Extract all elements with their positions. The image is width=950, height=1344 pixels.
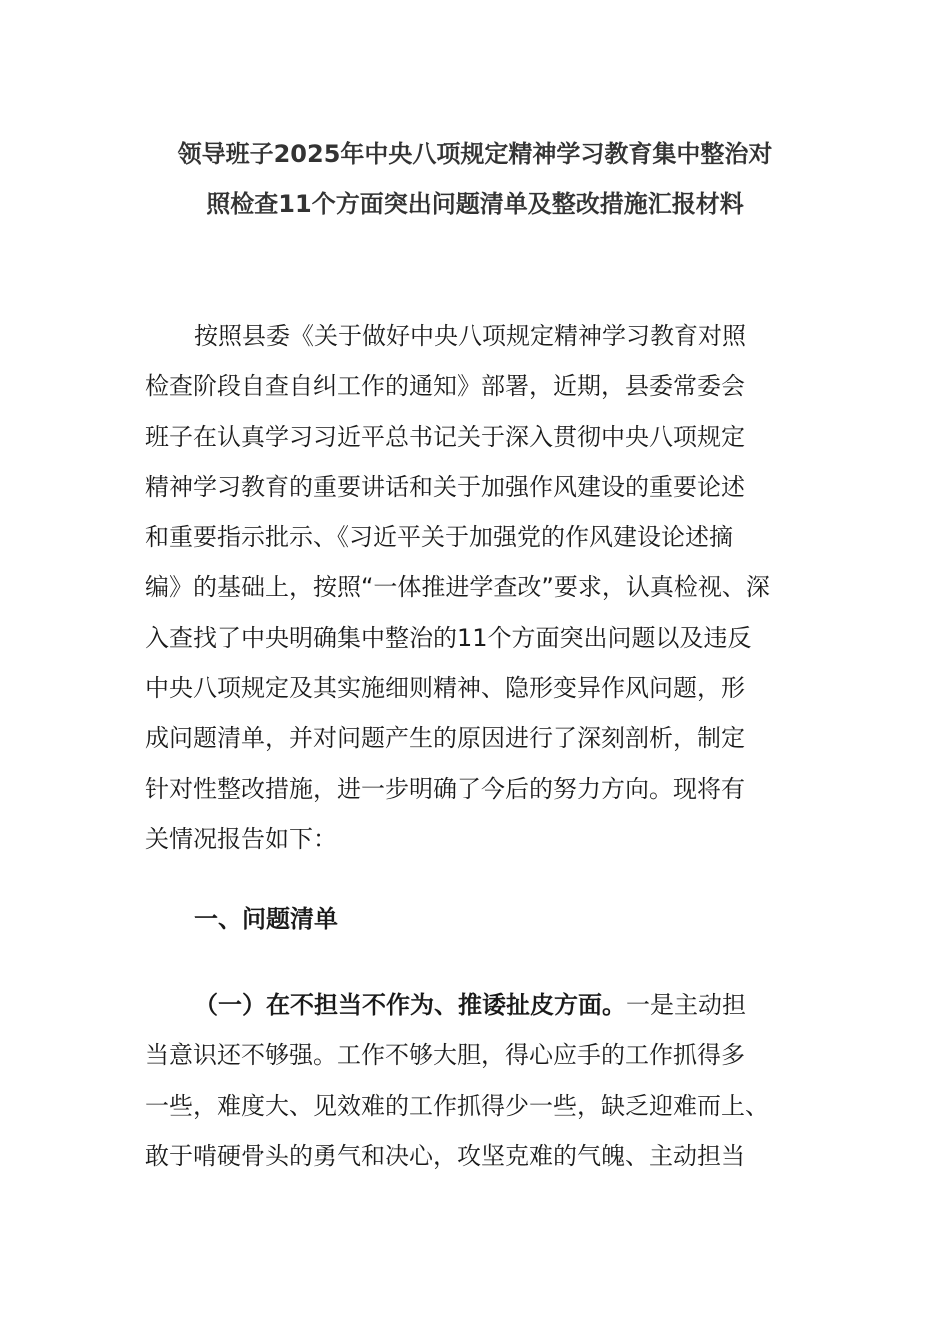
- intro-line-2: 检查阶段自查自纠工作的通知》部署，近期，县委常委会: [145, 372, 745, 401]
- title-line-1: 领导班子2025年中央八项规定精神学习教育集中整治对: [177, 140, 773, 168]
- intro-line-4: 精神学习教育的重要讲话和关于加强作风建设的重要论述: [145, 472, 745, 501]
- intro-line-11: 关情况报告如下：: [145, 824, 337, 853]
- intro-line-5: 和重要指示批示、《习近平关于加强党的作风建设论述摘: [145, 523, 733, 552]
- intro-paragraph: [145, 311, 805, 864]
- item-1-first-rest: 一是主动担: [626, 991, 746, 1019]
- item-1-line-4: 敢于啃硬骨头的勇气和决心，攻坚克难的气魄、主动担当: [145, 1141, 745, 1170]
- intro-line-1: 按照县委《关于做好中央八项规定精神学习教育对照: [194, 322, 746, 350]
- intro-line-9: 成问题清单，并对问题产生的原因进行了深刻剖析，制定: [145, 724, 745, 753]
- intro-line-10: 针对性整改措施，进一步明确了今后的努力方向。现将有: [145, 774, 745, 803]
- item-1-line-1: [145, 980, 805, 1030]
- title-line-2: 照检查11个方面突出问题清单及整改措施汇报材料: [206, 190, 744, 218]
- intro-line-8: 中央八项规定及其实施细则精神、隐形变异作风问题，形: [145, 674, 745, 703]
- section-heading: 一、问题清单: [194, 905, 338, 933]
- intro-line-3: 班子在认真学习习近平总书记关于深入贯彻中央八项规定: [145, 422, 745, 451]
- intro-line-6: 编》的基础上，按照“一体推进学查改”要求，认真检视、深: [145, 573, 770, 602]
- item-1-line-3: 一些，难度大、见效难的工作抓得少一些，缺乏迎难而上、: [145, 1091, 769, 1120]
- document-title: [130, 129, 820, 229]
- item-1-lead: （一）在不担当不作为、推诿扯皮方面。: [194, 991, 626, 1019]
- intro-line-7: 入查找了中央明确集中整治的11个方面突出问题以及违反: [145, 623, 752, 652]
- item-1-line-2: 当意识还不够强。工作不够大胆，得心应手的工作抓得多: [145, 1041, 745, 1070]
- item-1-paragraph: [145, 980, 805, 1181]
